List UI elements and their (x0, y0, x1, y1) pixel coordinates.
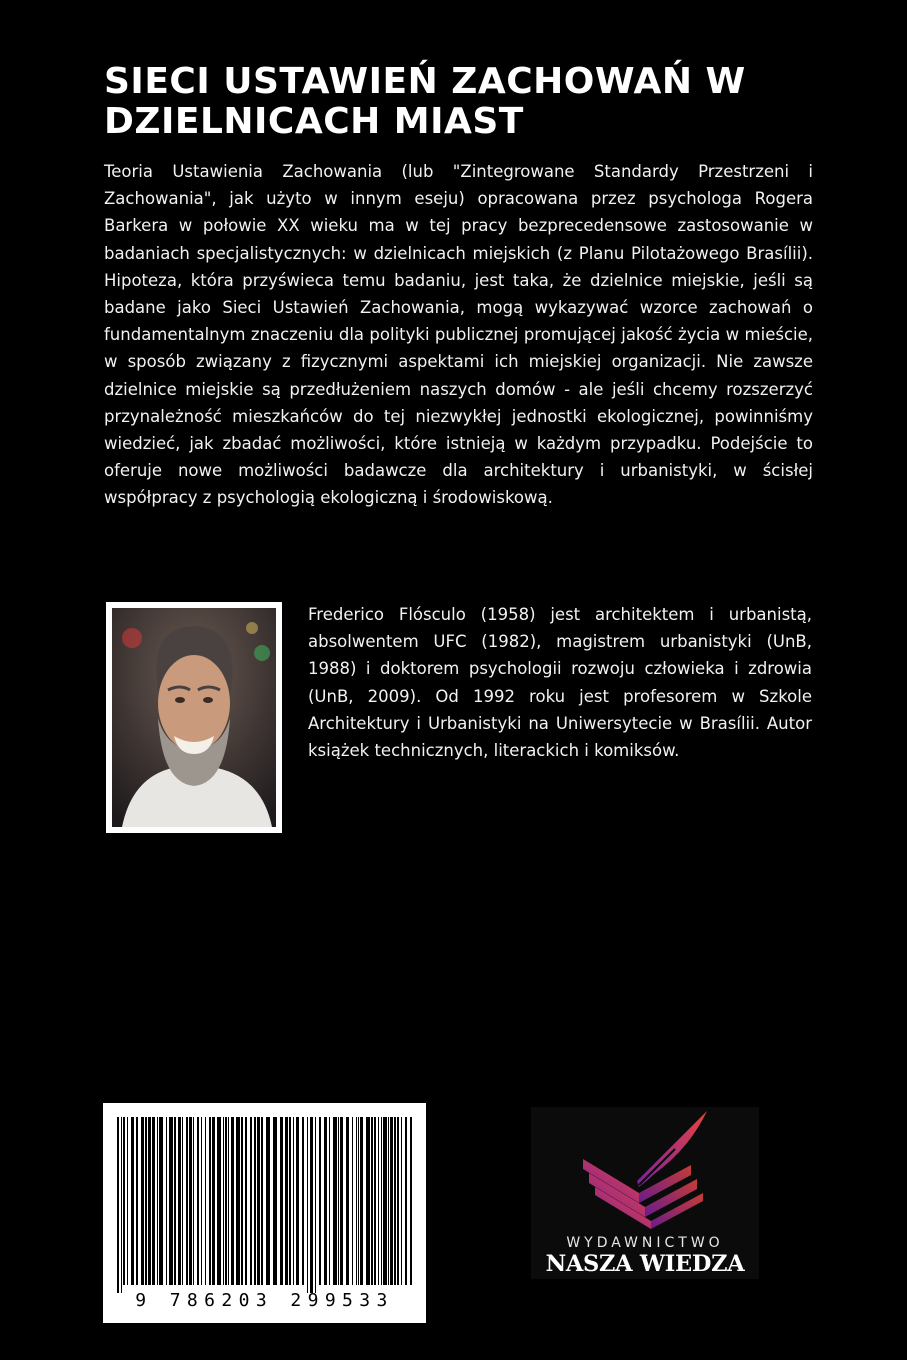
barcode-bar (315, 1117, 316, 1293)
barcode-bar (245, 1117, 247, 1285)
author-portrait-icon (112, 608, 276, 827)
barcode-bar (209, 1117, 211, 1285)
barcode-bar (136, 1117, 138, 1285)
barcode-bar (152, 1117, 155, 1285)
barcode-bar (319, 1117, 321, 1285)
barcode-bar (231, 1117, 234, 1285)
barcode-bar (324, 1117, 327, 1285)
isbn-barcode (103, 1103, 426, 1323)
author-photo (106, 602, 282, 833)
barcode-bar (228, 1117, 229, 1285)
barcode-bar (241, 1117, 243, 1285)
barcode-bar (205, 1117, 206, 1285)
barcode-bar (186, 1117, 188, 1285)
barcode-bar (178, 1117, 181, 1285)
barcode-bar (217, 1117, 221, 1285)
barcode-icon (103, 1103, 426, 1293)
barcode-bar (148, 1117, 151, 1285)
book-quill-logo-icon (579, 1109, 711, 1231)
barcode-bar (182, 1117, 183, 1285)
barcode-bar (159, 1117, 163, 1285)
barcode-bar (174, 1117, 176, 1285)
barcode-bar (356, 1117, 357, 1285)
barcode-bar (340, 1117, 343, 1285)
barcode-bar (117, 1117, 119, 1293)
barcode-bar (390, 1117, 393, 1285)
barcode-bar (371, 1117, 373, 1285)
barcode-bar (257, 1117, 260, 1285)
barcode-bar (296, 1117, 299, 1285)
barcode-bar (212, 1117, 215, 1285)
barcode-bar (374, 1117, 376, 1285)
barcode-bar (310, 1117, 313, 1293)
book-description: Teoria Ustawienia Zachowania (lub "Zintegrowane Standardy Przestrzeni i Zachowania", jak użyto w innym eseju) opracowana przez psychologa Rogera Barkera w połowie XX wieku ma w tej pracy bezprecedensowe zastosowanie w badaniach specjalistycznych: w dzielnicach miejskich (z Planu Pilotażowego Brasílii). Hipoteza, która przyświeca temu badaniu, jest taka, że dzielnice miejskie, jeśli są badane jako Sieci Ustawień Zachowania, mogą wykazywać wzorce zachowań o fundamentalnym znaczeniu dla polityki publicznej promującej jakość życia w mieście, w sposób związany z fizycznymi aspektami ich miejskiej organizacji. Nie zawsze dzielnice miejskie są przedłużeniem naszych domów - ale jeśli chcemy rozszerzyć przynależność mieszkańców do tej niezwykłej jednostki ekologicznej, powinniśmy wiedzieć, jak zbadać możliwości, które istnieją w każdym przypadku. Podejście to oferuje nowe możliwości badawcze dla architektury i urbanistyki, w ścisłej współpracy z psychologią ekologiczną i środowiskową. (104, 162, 813, 508)
barcode-bar (223, 1117, 224, 1285)
barcode-bar (141, 1117, 144, 1285)
isbn-number: 9 786203 299533 (135, 1290, 394, 1311)
barcode-bar (405, 1117, 407, 1285)
barcode-bar (280, 1117, 283, 1285)
barcode-bar (261, 1117, 263, 1285)
barcode-bar (166, 1117, 167, 1285)
barcode-bar (273, 1117, 277, 1285)
publisher-logo (531, 1107, 759, 1279)
barcode-bar (145, 1117, 147, 1285)
barcode-bar (250, 1117, 252, 1285)
barcode-bar (121, 1117, 122, 1293)
barcode-bar (169, 1117, 173, 1285)
barcode-bar (388, 1117, 389, 1285)
barcode-bar (401, 1117, 402, 1285)
barcode-bar (329, 1117, 330, 1285)
barcode-bar (410, 1117, 412, 1285)
publisher-label: WYDAWNICTWO (566, 1235, 724, 1251)
barcode-bar (346, 1117, 349, 1285)
barcode-bar (307, 1117, 308, 1293)
barcode-bar (123, 1117, 125, 1285)
author-bio: Frederico Flósculo (1958) jest architektem i urbanistą, absolwentem UFC (1982), magistrem urbanistyki (UnB, 1988) i doktorem psychologii rozwoju człowieka i zdrowia (UnB, 2009). Od 1992 roku jest profesorem w Szkole Architektury i Urbanistyki na Uniwersytecie w Brasílii. Autor książek technicznych, literackich i komiksów. (308, 605, 812, 761)
barcode-bar (360, 1117, 363, 1285)
barcode-bar (254, 1117, 256, 1285)
barcode-bar (358, 1117, 359, 1285)
barcode-bar (289, 1117, 291, 1285)
barcode-bar (366, 1117, 370, 1285)
barcode-bar (338, 1117, 339, 1285)
barcode-bar (381, 1117, 382, 1285)
barcode-bar (193, 1117, 194, 1285)
barcode-bar (293, 1117, 294, 1285)
barcode-bar (225, 1117, 227, 1285)
book-title: SIECI USTAWIEŃ ZACHOWAŃ W DZIELNICACH MIAST (104, 61, 746, 142)
barcode-bar (189, 1117, 192, 1285)
barcode-bar (397, 1117, 399, 1285)
barcode-bar (394, 1117, 396, 1285)
barcode-bar (236, 1117, 240, 1285)
barcode-bar (201, 1117, 202, 1285)
barcode-bar (383, 1117, 387, 1285)
barcode-bar (157, 1117, 158, 1285)
publisher-name: NASZA WIEDZA (545, 1251, 745, 1277)
barcode-bar (302, 1117, 304, 1285)
barcode-bar (266, 1117, 270, 1285)
barcode-bar (352, 1117, 353, 1285)
barcode-bar (197, 1117, 199, 1285)
barcode-bar (378, 1117, 379, 1285)
barcode-bar (333, 1117, 337, 1285)
barcode-bar (131, 1117, 134, 1285)
barcode-bar (285, 1117, 288, 1285)
barcode-bar (127, 1117, 128, 1285)
